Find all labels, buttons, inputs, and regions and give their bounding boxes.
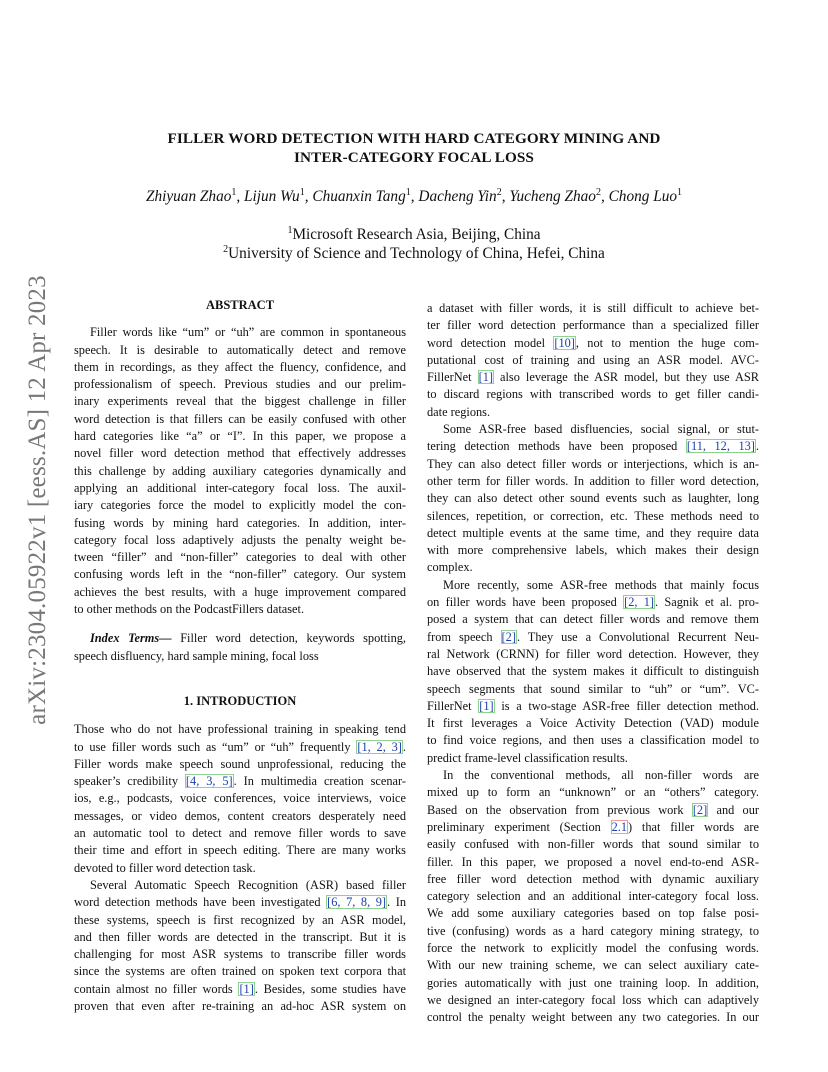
abstract-line: inary experiments reveal that the biggest challenge in filler [74, 394, 406, 409]
body-line [427, 819, 759, 836]
citation-link[interactable]: [6, 7, 8, 9] [327, 895, 387, 910]
line-fragment: word detection methods have been investigated [74, 895, 327, 910]
abstract-line: them in recordings, as they affect the fluency, confidence, and [74, 359, 406, 374]
body-line: these systems, speech is first recognized by an ASR model, [74, 912, 406, 927]
line-fragment: contain almost no filler words [74, 981, 239, 996]
left-column [74, 297, 406, 1015]
body-line: Several Automatic Speech Recognition (ASR) based filler [90, 877, 406, 892]
citation-link[interactable]: [1] [478, 370, 493, 385]
body-line [427, 594, 759, 611]
affiliation-number: 2 [223, 244, 229, 255]
body-line [427, 629, 759, 646]
body-line: an automatic tool to detect and remove filler words to save [74, 826, 406, 841]
citation-link[interactable]: [11, 12, 13] [686, 439, 755, 454]
body-line: More recently, some ASR-free methods that mainly focus [443, 577, 759, 592]
abstract-line: Filler words like “um” or “uh” are common in spontaneous [90, 325, 406, 340]
abstract-line: category focal loss adaptively adjusts the penalty weight be- [74, 532, 406, 547]
index-terms [74, 630, 406, 665]
line-fragment: tering detection methods have been proposed [427, 439, 686, 454]
paper-title [110, 129, 718, 167]
body-line: their time and effort in speech editing. There are many works [74, 843, 406, 858]
abstract-line: fusing words by mining hard categories. In addition, inter- [74, 515, 406, 530]
intro-paragraph-2 [74, 877, 406, 1015]
abstract-line: this challenge by adding auxiliary categories dynamically and [74, 463, 406, 478]
right-paragraph-3 [427, 577, 759, 767]
line-fragment: . [755, 439, 760, 454]
body-line: predict frame-level classification results. [427, 750, 628, 765]
abstract-body [74, 324, 406, 618]
body-line: control the penalty weight between any two categories. In our [427, 1010, 759, 1025]
body-line: messages, or video demos, content creators desperately need [74, 808, 406, 823]
author-list: Zhiyuan Zhao$^1$, Lijun Wu$^1$, Chuanxin Tang$^1$, Dacheng Yin$^2$, Yucheng Zhao$^2$, Chong Luo$^1$ [145, 187, 683, 205]
body-line: They can also detect filler words or interjections, which is an- [427, 456, 759, 471]
body-line: complex. [427, 560, 473, 575]
body-line: ios, e.g., podcasts, voice conferences, voice interviews, voice [74, 791, 406, 806]
introduction-heading: 1. INTRODUCTION [183, 693, 297, 708]
line-fragment: . Besides, some studies have [254, 981, 407, 996]
body-line: putational cost of training and using an ASR model. AVC- [427, 352, 759, 367]
line-fragment: Based on the observation from previous work [427, 802, 692, 817]
body-line [74, 739, 406, 756]
citation-link[interactable]: [4, 3, 5] [185, 774, 233, 789]
affiliation-1 [110, 226, 718, 244]
abstract-line: professionalism of speech. Previous studies and our prelim- [74, 377, 406, 392]
citation-link[interactable]: [2] [501, 629, 516, 644]
body-line: ral Network (CRNN) for filler word detection. However, they [427, 646, 759, 661]
line-fragment: FillerNet [427, 370, 478, 385]
body-line [74, 981, 406, 998]
line-fragment: preliminary experiment (Section [427, 819, 611, 834]
citation-link[interactable]: [2, 1] [624, 595, 655, 610]
body-line: and then filler words are detected in the transcript. But it is [74, 929, 406, 944]
affiliation-number: 1 [287, 225, 293, 236]
index-terms-text: Filler word detection, keywords spotting, [171, 631, 406, 646]
line-fragment: . [402, 739, 406, 754]
citation-link[interactable]: [1] [239, 981, 254, 996]
body-line: challenging for most ASR systems to transcribe filler words [74, 947, 406, 962]
body-line: With our new training scheme, we can select auxiliary cate- [427, 958, 759, 973]
line-fragment: . In [387, 895, 406, 910]
abstract-line: tween “filler” and “non-filler” categories to deal with other [74, 550, 406, 565]
arxiv-identifier-stamp[interactable] [18, 275, 58, 725]
body-line: proven that even after re-training an ad-hoc ASR system on [74, 998, 406, 1013]
abstract-line: achieves the best results, with a huge improvement compared [74, 584, 406, 599]
line-fragment: word detection model [427, 335, 554, 350]
body-line: we designed an inter-category focal loss which can adaptively [427, 992, 759, 1007]
body-line: with more comprehensive labels, which makes their design [427, 543, 759, 558]
author-name: Zhiyuan Zhao [145, 188, 232, 205]
line-fragment: . Sagnik et al. pro- [655, 595, 759, 610]
body-line [74, 773, 406, 790]
body-line: other term for filler words. In addition to filler word detection, [427, 473, 759, 488]
abstract-line: speech. It is desirable to automatically detect and remove [74, 342, 406, 357]
body-line: Some ASR-free based disfluencies, social signal, or stut- [443, 422, 759, 437]
body-line: Filler words make speech sound unprofessional, reducing the [74, 756, 406, 771]
body-line: easily confused with non-filler words that sound similar to [427, 837, 759, 852]
line-fragment: and our [708, 802, 759, 817]
line-fragment: FillerNet [427, 698, 479, 713]
abstract-line: confusing words left in the “non-filler” category. Our system [74, 567, 406, 582]
body-line: speech segments that sound similar to “uh” or “um”. VC- [427, 681, 759, 696]
body-line: to discard regions with transcribed words to get filler candi- [427, 387, 759, 402]
body-line: they can also detect other sound events such as laughter, long [427, 491, 759, 506]
citation-link[interactable]: [10] [554, 335, 575, 350]
author-name: Lijun Wu [244, 188, 300, 205]
body-line: ter filler word detection performance than a specialized filler [427, 318, 759, 333]
abstract-line: novel filler word detection method that effectively addresses [74, 446, 406, 461]
body-line: free filler word detection method with dynamic auxiliary [427, 871, 759, 886]
line-fragment: on filler words have been proposed [427, 595, 624, 610]
author-affiliation-mark: 2 [595, 187, 601, 198]
body-line: silences, repetition, or correction, etc. These methods need to [427, 508, 759, 523]
body-line: to find voice regions, and then uses a classification model to [427, 733, 759, 748]
abstract-line: applying an additional inter-category focal loss. The auxil- [74, 480, 406, 495]
affiliation-text: University of Science and Technology of China, Hefei, China [228, 245, 605, 262]
section-reference-link[interactable]: 2.1 [611, 819, 628, 834]
body-line: category selection and an additional inter-category focal loss. [427, 889, 759, 904]
abstract-line: hard categories like “a” or “I”. In this paper, we propose a [74, 429, 406, 444]
line-fragment: ) that filler words are [628, 819, 759, 834]
body-line: force the network to explicitly model the confusing words. [427, 940, 759, 955]
author-affiliation-mark: 1 [231, 187, 237, 198]
right-paragraph-4 [427, 767, 759, 1026]
author-affiliation-mark: 1 [299, 187, 305, 198]
citation-link[interactable]: [1, 2, 3] [357, 739, 402, 754]
affiliation-2 [110, 245, 718, 263]
body-line: a dataset with filler words, it is still difficult to achieve bet- [427, 301, 759, 315]
body-line: In the conventional methods, all non-filler words are [443, 768, 759, 783]
abstract-line: iary categories force the model to explicitly model the con- [74, 498, 406, 513]
author-name: Yucheng Zhao [509, 188, 596, 205]
line-fragment: speaker’s credibility [74, 774, 185, 789]
author-name: Chuanxin Tang [312, 188, 406, 205]
right-paragraph-2 [427, 421, 759, 577]
line-fragment: also leverage the ASR model, but they use ASR [494, 370, 759, 385]
body-line [427, 802, 759, 819]
body-line: gories automatically with just one training loop. In addition, [427, 975, 759, 990]
author-affiliation-mark: 1 [405, 187, 411, 198]
line-fragment: to use filler words such as “um” or “uh” frequently [74, 739, 357, 754]
line-fragment: . They use a Convolutional Recurrent Neu- [516, 629, 759, 644]
citation-link[interactable]: [2] [692, 802, 708, 817]
right-paragraph-1 [427, 300, 759, 421]
title-line-1: FILLER WORD DETECTION WITH HARD CATEGORY MINING AND [167, 130, 661, 147]
body-line: mixed up to form an “unknown” or an “others” category. [427, 785, 759, 800]
body-line: We add some auxiliary categories based on top false posi- [427, 906, 759, 921]
author-name: Dacheng Yin [418, 188, 497, 205]
line-fragment: . In multimedia creation scenar- [233, 774, 406, 789]
affiliation-text: Microsoft Research Asia, Beijing, China [292, 226, 541, 243]
body-line: have observed that the system makes it difficult to distinguish [427, 664, 759, 679]
author-affiliation-mark: 2 [496, 187, 502, 198]
body-line: tive (confusing) words as a hard category mining strategy, to [427, 923, 759, 938]
arxiv-identifier-text: arXiv:2304.05922v1 [eess.AS] 12 Apr 2023 [24, 275, 51, 725]
title-line-2: INTER-CATEGORY FOCAL LOSS [294, 149, 534, 166]
body-line [427, 698, 759, 715]
abstract-heading: ABSTRACT [205, 298, 275, 312]
body-line: It first leverages a Voice Activity Detection (VAD) module [427, 716, 759, 731]
body-line: devoted to filler word detection task. [74, 860, 256, 875]
body-line [427, 438, 759, 455]
line-fragment: is a two-stage ASR-free filler detection method. [494, 698, 760, 713]
right-column [427, 300, 759, 1026]
abstract-line: word detection is that fillers can be easily confused with other [74, 411, 406, 426]
body-line [74, 894, 406, 911]
body-line: posed a system that can detect filler words and remove them [427, 612, 759, 627]
author-affiliation-mark: 1 [677, 187, 683, 198]
body-line: Those who do not have professional training in speaking tend [74, 722, 406, 737]
intro-paragraph-1 [74, 721, 406, 877]
body-line [427, 335, 759, 352]
line-fragment: from speech [427, 629, 501, 644]
author-name: Chong Luo [608, 188, 678, 205]
index-terms-text: speech disfluency, hard sample mining, focal loss [74, 648, 319, 663]
line-fragment: , not to mention the huge com- [575, 335, 759, 350]
body-line: filler. In this paper, we proposed a novel end-to-end ASR- [427, 854, 759, 869]
body-line: date regions. [427, 404, 491, 419]
body-line: detect multiple events at the same time, and they require data [427, 525, 759, 540]
abstract-line: to other methods on the PodcastFillers dataset. [74, 602, 305, 617]
index-terms-label: Index Terms— [90, 631, 172, 646]
citation-link[interactable]: [1] [479, 698, 494, 713]
body-line [427, 369, 759, 386]
body-line: since the systems are often trained on spoken text corpora that [74, 964, 406, 979]
